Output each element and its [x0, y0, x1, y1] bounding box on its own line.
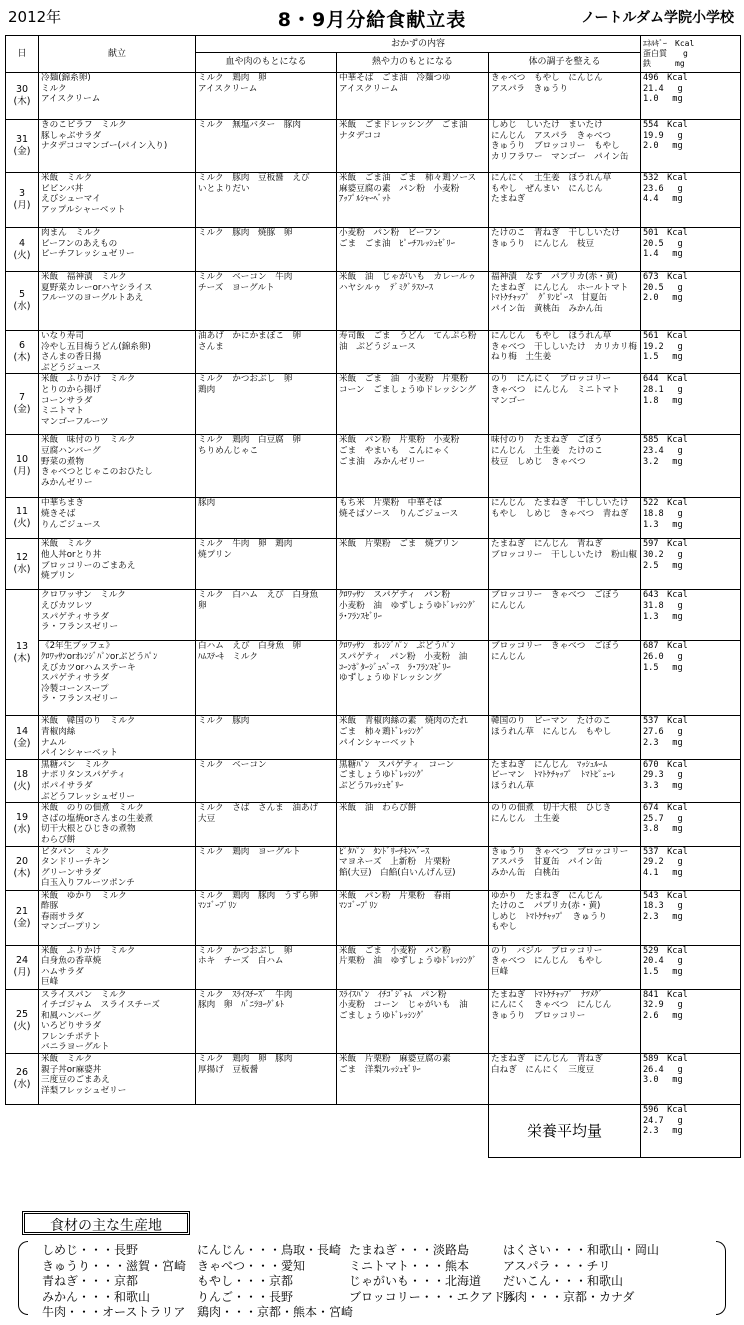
green-cell: ブロッコリー きゃべつ ごぼう にんじん: [489, 590, 641, 641]
table-row: [6, 759, 741, 802]
blank-area: [6, 1105, 489, 1158]
menu-cell: 米飯 ふりかけ ミルク 白身魚の香草焼 ハムサラダ 巨峰: [39, 945, 196, 989]
nutrition-cell: 643 Kcal 31.8 g 1.3 mg: [641, 590, 741, 641]
yellow-cell: 米飯 ごま 油 小麦粉 片栗粉 コーン ごましょうゆドレッシング: [337, 374, 489, 435]
yellow-cell: 小麦粉 パン粉 ビーフン ごま ごま油 ﾋﾟｰﾁﾌﾚｯｼｭｾﾞﾘｰ: [337, 228, 489, 272]
green-cell: 味付のり たまねぎ ごぼう にんじん 土生姜 たけのこ 枝豆 しめじ きゃべつ: [489, 435, 641, 498]
menu-cell: 米飯 ふりかけ ミルク とりのから揚げ コーンサラダ ミニトマト マンゴーフルーツ: [39, 374, 196, 435]
menu-cell: 肉まん ミルク ビーフンのあえもの ピーチフレッシュゼリー: [39, 228, 196, 272]
production-item: ブロッコリー・・・エクアドル: [349, 1289, 517, 1304]
red-cell: ミルク ベーコン: [196, 759, 337, 802]
menu-cell: クロワッサン ミルク えびカツレツ スパゲティサラダ ラ・フランスゼリー: [39, 590, 196, 641]
day-cell: 19 (水): [6, 803, 39, 846]
day-cell: 4 (火): [6, 228, 39, 272]
table-row: [6, 331, 741, 374]
average-row: [6, 1105, 741, 1158]
yellow-cell: 米飯 ごまドレッシング ごま油 ナタデココ: [337, 120, 489, 173]
col-header-red: 血や肉のもとになる: [196, 53, 337, 73]
green-cell: にんじん たまねぎ 干ししいたけ もやし しめじ きゃべつ 青ねぎ: [489, 498, 641, 539]
nutrition-cell: 585 Kcal 23.4 g 3.2 mg: [641, 435, 741, 498]
red-cell: ミルク 豚肉: [196, 716, 337, 759]
menu-cell: 冷麺(錦糸卵) ミルク アイスクリーム: [39, 73, 196, 120]
menu-cell: 中華ちまき 焼きそば りんごジュース: [39, 498, 196, 539]
day-cell: 18 (火): [6, 759, 39, 802]
production-col-4: [503, 1243, 659, 1305]
day-cell: 5 (水): [6, 272, 39, 331]
table-row: [6, 539, 741, 590]
production-item: だいこん・・・和歌山: [503, 1274, 624, 1288]
menu-cell: ピタパン ミルク タンドリーチキン グリーンサラダ 白玉入りフルーツポンチ: [39, 846, 196, 890]
green-cell: 福神漬 なす パプリカ(赤・黄) たまねぎ にんじん ホールトマト ﾄﾏﾄｹﾁｬｯﾌﾟ ｸﾞﾘﾝﾋﾟｰｽ 甘夏缶 パイン缶 黄桃缶 みかん缶: [489, 272, 641, 331]
production-item: にんじん・・・鳥取・長崎: [197, 1243, 342, 1257]
table-row: [6, 228, 741, 272]
yellow-cell: ｸﾛﾜｯｻﾝ スパゲティ パン粉 小麦粉 油 ゆずしょうゆﾄﾞﾚｯｼﾝｸﾞ ﾗ･ﾌﾗﾝｽｾﾞﾘｰ: [337, 590, 489, 641]
red-cell: ミルク ベーコン 牛肉 チーズ ヨーグルト: [196, 272, 337, 331]
menu-cell: 米飯 韓国のり ミルク 青椒肉絲 ナムル パインシャーベット: [39, 716, 196, 759]
green-cell: にんじん もやし ほうれん草 きゃべつ 干ししいたけ カリカリ梅 ねり梅 土生姜: [489, 331, 641, 374]
nutrition-cell: 537 Kcal 27.6 g 2.3 mg: [641, 716, 741, 759]
day-cell: 12 (水): [6, 539, 39, 590]
nutrition-cell: 543 Kcal 18.3 g 2.3 mg: [641, 890, 741, 945]
red-cell: ミルク 鶏肉 豚肉 うずら卵 ﾏﾝｺﾞｰﾌﾟﾘﾝ: [196, 890, 337, 945]
nutrition-cell: 501 Kcal 20.5 g 1.4 mg: [641, 228, 741, 272]
table-row: [6, 989, 741, 1054]
day-cell: 21 (金): [6, 890, 39, 945]
yellow-cell: 米飯 パン粉 片栗粉 春雨 ﾏﾝｺﾞｰﾌﾟﾘﾝ: [337, 890, 489, 945]
yellow-cell: 中華そば ごま油 冷麺つゆ アイスクリーム: [337, 73, 489, 120]
col-header-menu: 献立: [39, 36, 196, 73]
production-col-2: [197, 1243, 353, 1321]
day-cell: 6 (木): [6, 331, 39, 374]
red-cell: 白ハム えび 白身魚 卵 ﾊﾑｽﾃｰｷ ミルク: [196, 641, 337, 716]
nutrition-cell: 561 Kcal 19.2 g 1.5 mg: [641, 331, 741, 374]
nutrition-cell: 496 Kcal 21.4 g 1.0 mg: [641, 73, 741, 120]
red-cell: ミルク 鶏肉 白豆腐 卵 ちりめんじゃこ: [196, 435, 337, 498]
production-item: ミニトマト・・・熊本: [349, 1258, 470, 1273]
nutrition-cell: 644 Kcal 28.1 g 1.8 mg: [641, 374, 741, 435]
red-cell: ミルク かつおぶし 卵 ホキ チーズ 白ハム: [196, 945, 337, 989]
green-cell: きゅうり きゃべつ ブロッコリー アスパラ 甘夏缶 パイン缶 みかん缶 白桃缶: [489, 846, 641, 890]
table-row: [6, 73, 741, 120]
col-header-yellow: 熱や力のもとになる: [337, 53, 489, 73]
production-title: 食材の主な生産地: [22, 1211, 190, 1235]
red-cell: ミルク かつおぶし 卵 鶏肉: [196, 374, 337, 435]
menu-table: [5, 35, 741, 1158]
table-row: [6, 890, 741, 945]
table-row: [6, 272, 741, 331]
page-header: [0, 0, 744, 34]
red-cell: ミルク 豚肉 焼豚 卵: [196, 228, 337, 272]
menu-cell: 米飯 ミルク 親子丼or麻婆丼 三度豆のごまあえ 洋梨フレッシュゼリー: [39, 1054, 196, 1105]
menu-cell: 米飯 のりの佃煮 ミルク さばの塩焼orさんまの生姜煮 切干大根とひじきの煮物 わらび餅: [39, 803, 196, 846]
nutrition-cell: 687 Kcal 26.0 g 1.5 mg: [641, 641, 741, 716]
production-item: 牛肉・・・オーストラリア: [42, 1305, 186, 1319]
green-cell: たまねぎ ﾄﾏﾄｹﾁｬｯﾌﾟ ﾅﾂﾒｸﾞ にんにく きゃべつ にんじん きゅうり ブロッコリー: [489, 989, 641, 1054]
red-cell: ミルク 牛肉 卵 鶏肉 焼プリン: [196, 539, 337, 590]
col-header-okazu: おかずの内容: [196, 36, 641, 53]
menu-cell: 《2年生ブッフェ》 ｸﾛﾜｯｻﾝorｵﾚﾝｼﾞﾊﾟﾝorぶどうﾊﾟﾝ えびカツorハムステーキ スパゲティサラダ 冷製コーンスープ ラ・フランスゼリー: [39, 641, 196, 716]
menu-cell: 米飯 味付のり ミルク 豆腐ハンバーグ 野菜の煮物 きゃべつとじゃこのおひたし みかんゼリー: [39, 435, 196, 498]
day-cell: 10 (月): [6, 435, 39, 498]
yellow-cell: 米飯 片栗粉 麻婆豆腐の素 ごま 洋梨ﾌﾚｯｼｭｾﾞﾘｰ: [337, 1054, 489, 1105]
production-item: 青ねぎ・・・京都: [42, 1274, 139, 1288]
green-cell: しめじ しいたけ まいたけ にんじん アスパラ きゃべつ きゅうり ブロッコリー もやし カリフラワー マンゴー パイン缶: [489, 120, 641, 173]
nutrition-cell: 529 Kcal 20.4 g 1.5 mg: [641, 945, 741, 989]
green-cell: たまねぎ にんじん 青ねぎ ブロッコリー 干ししいたけ 粉山椒: [489, 539, 641, 590]
green-cell: たまねぎ にんじん ﾏｯｼｭﾙｰﾑ ピーマン ﾄﾏﾄｹﾁｬｯﾌﾟ ﾄﾏﾄﾋﾟｭｰﾚ ほうれん草: [489, 759, 641, 802]
menu-cell: きのこピラフ ミルク 豚しゃぶサラダ ナタデココマンゴー(パイン入り): [39, 120, 196, 173]
red-cell: ミルク 鶏肉 ヨーグルト: [196, 846, 337, 890]
production-item: しめじ・・・長野: [42, 1243, 139, 1257]
menu-cell: 米飯 ミルク ビビンバ丼 えびシューマイ アップルシャーベット: [39, 173, 196, 228]
red-cell: ミルク 鶏肉 卵 豚肉 厚揚げ 豆板醤: [196, 1054, 337, 1105]
red-cell: 油あげ かにかまぼこ 卵 さんま: [196, 331, 337, 374]
yellow-cell: 米飯 パン粉 片栗粉 小麦粉 ごま やまいも こんにゃく ごま油 みかんゼリー: [337, 435, 489, 498]
red-cell: 豚肉: [196, 498, 337, 539]
nutrition-cell: 537 Kcal 29.2 g 4.1 mg: [641, 846, 741, 890]
col-header-nutrition: ｴﾈﾙｷﾞｰ Kcal 蛋白質 g 鉄 mg: [641, 36, 741, 73]
nutrition-cell: 597 Kcal 30.2 g 2.5 mg: [641, 539, 741, 590]
day-cell: 26 (水): [6, 1054, 39, 1105]
red-cell: ミルク さば さんま 油あげ 大豆: [196, 803, 337, 846]
production-col-1: [42, 1243, 186, 1321]
day-cell: 24 (月): [6, 945, 39, 989]
menu-cell: スライスパン ミルク イチゴジャム スライスチーズ 和風ハンバーグ いろどりサラダ フレンチポテト バニラヨーグルト: [39, 989, 196, 1054]
day-cell: 14 (金): [6, 716, 39, 759]
table-row: [6, 846, 741, 890]
yellow-cell: 米飯 青椒肉絲の素 焼肉のたれ ごま 柿々鶏ﾄﾞﾚｯｼﾝｸﾞ パインシャーベット: [337, 716, 489, 759]
yellow-cell: 寿司飯 ごま うどん てんぷら粉 油 ぶどうジュース: [337, 331, 489, 374]
production-item: もやし・・・京都: [197, 1274, 294, 1288]
day-cell: 11 (火): [6, 498, 39, 539]
day-cell: 30 (木): [6, 73, 39, 120]
red-cell: ミルク 鶏肉 卵 アイスクリーム: [196, 73, 337, 120]
yellow-cell: 米飯 油 じゃがいも カレールゥ ハヤシルゥ ﾃﾞﾐｸﾞﾗｽｿｰｽ: [337, 272, 489, 331]
page-title: 8・9月分給食献立表: [277, 9, 467, 31]
menu-cell: 米飯 ミルク 他人丼orとり丼 ブロッコリーのごまあえ 焼プリン: [39, 539, 196, 590]
day-cell: 7 (金): [6, 374, 39, 435]
table-row: [6, 374, 741, 435]
nutrition-cell: 674 Kcal 25.7 g 3.8 mg: [641, 803, 741, 846]
nutrition-cell: 554 Kcal 19.9 g 2.0 mg: [641, 120, 741, 173]
green-cell: 韓国のり ピーマン たけのこ ほうれん草 にんじん もやし: [489, 716, 641, 759]
yellow-cell: ｸﾛﾜｯｻﾝ ｵﾚﾝｼﾞﾊﾟﾝ ぶどうﾊﾟﾝ スパゲティ パン粉 小麦粉 油 ｺｰﾝﾎﾟﾀｰｼﾞｭﾍﾞｰｽ ﾗ･ﾌﾗﾝｽｾﾞﾘｰ ゆずしょうゆドレッシング: [337, 641, 489, 716]
table-row: [6, 173, 741, 228]
red-cell: ミルク 豚肉 豆板醤 えび いとよりだい: [196, 173, 337, 228]
day-cell: 3 (月): [6, 173, 39, 228]
production-item: りんご・・・長野: [197, 1289, 294, 1304]
table-row: [6, 803, 741, 846]
day-cell: 20 (木): [6, 846, 39, 890]
green-cell: ブロッコリー きゃべつ ごぼう にんじん: [489, 641, 641, 716]
nutrition-cell: 522 Kcal 18.8 g 1.3 mg: [641, 498, 741, 539]
col-header-green: 体の調子を整える: [489, 53, 641, 73]
average-nutrition: 596 Kcal 24.7 g 2.3 mg: [641, 1105, 741, 1158]
table-row: [6, 716, 741, 759]
red-cell: ミルク ｽﾗｲｽﾁｰｽﾞ 牛肉 豚肉 卵 ﾊﾞﾆﾗﾖｰｸﾞﾙﾄ: [196, 989, 337, 1054]
yellow-cell: 米飯 片栗粉 ごま 焼プリン: [337, 539, 489, 590]
production-item: アスパラ・・・チリ: [503, 1258, 611, 1273]
year-label: 2012年: [8, 8, 62, 26]
production-item: みかん・・・和歌山: [42, 1289, 151, 1304]
nutrition-cell: 841 Kcal 32.9 g 2.6 mg: [641, 989, 741, 1054]
production-item: きゃべつ・・・愛知: [197, 1258, 306, 1273]
production-col-3: [349, 1243, 517, 1305]
yellow-cell: 黒糖ﾊﾟﾝ スパゲティ コーン ごましょうゆﾄﾞﾚｯｼﾝｸﾞ ぶどうﾌﾚｯｼｭｾﾞﾘｰ: [337, 759, 489, 802]
green-cell: たけのこ 青ねぎ 干ししいたけ きゅうり にんじん 枝豆: [489, 228, 641, 272]
nutrition-cell: 670 Kcal 29.3 g 3.3 mg: [641, 759, 741, 802]
yellow-cell: 米飯 油 わらび餅: [337, 803, 489, 846]
production-item: はくさい・・・和歌山・岡山: [503, 1243, 660, 1257]
green-cell: にんにく 土生姜 ほうれん草 もやし ぜんまい にんじん たまねぎ: [489, 173, 641, 228]
menu-cell: いなり寿司 冷やし五目梅うどん(錦糸卵) さんまの香日揚 ぶどうジュース: [39, 331, 196, 374]
table-row: [6, 590, 741, 641]
table-row: [6, 641, 741, 716]
day-cell: 31 (金): [6, 120, 39, 173]
nutrition-cell: 589 Kcal 26.4 g 3.0 mg: [641, 1054, 741, 1105]
table-row: [6, 498, 741, 539]
menu-cell: 米飯 福神漬 ミルク 夏野菜カレーorハヤシライス フルーツのヨーグルトあえ: [39, 272, 196, 331]
green-cell: きゃべつ もやし にんじん アスパラ きゅうり: [489, 73, 641, 120]
day-cell: 13 (木): [6, 590, 39, 716]
production-item: たまねぎ・・・淡路島: [349, 1243, 470, 1257]
red-cell: ミルク 無塩バター 豚肉: [196, 120, 337, 173]
production-item: きゅうり・・・滋賀・宮崎: [42, 1258, 187, 1273]
production-item: じゃがいも・・・北海道: [349, 1274, 482, 1288]
bracket-left: [18, 1241, 28, 1315]
bracket-right: [716, 1241, 726, 1315]
yellow-cell: ﾋﾟﾀﾊﾟﾝ ﾀﾝﾄﾞﾘｰﾁｷﾝﾍﾞｰｽ マヨネーズ 上新粉 片栗粉 餡(大豆) 白餡(白いんげん豆): [337, 846, 489, 890]
school-name: ノートルダム学院小学校: [580, 10, 734, 26]
green-cell: のり バジル ブロッコリー きゃべつ にんじん もやし 巨峰: [489, 945, 641, 989]
menu-cell: 米飯 ゆかり ミルク 酢豚 春雨サラダ マンゴープリン: [39, 890, 196, 945]
production-item: 豚肉・・・京都・カナダ: [503, 1289, 635, 1304]
green-cell: のり にんにく ブロッコリー きゃべつ にんじん ミニトマト マンゴー: [489, 374, 641, 435]
yellow-cell: 米飯 ごま 小麦粉 パン粉 片栗粉 油 ゆずしょうゆﾄﾞﾚｯｼﾝｸﾞ: [337, 945, 489, 989]
col-header-day: 日: [6, 36, 39, 73]
table-row: [6, 945, 741, 989]
green-cell: ゆかり たまねぎ にんじん たけのこ パプリカ(赤・黄) しめじ ﾄﾏﾄｹﾁｬｯﾌﾟ きゅうり もやし: [489, 890, 641, 945]
menu-cell: 黒糖パン ミルク ナポリタンスパゲティ ポパイサラダ ぶどうフレッシュゼリー: [39, 759, 196, 802]
table-row: [6, 120, 741, 173]
green-cell: たまねぎ にんじん 青ねぎ 白ねぎ にんにく 三度豆: [489, 1054, 641, 1105]
yellow-cell: ｽﾗｲｽﾊﾟﾝ ｲﾁｺﾞｼﾞｬﾑ パン粉 小麦粉 コーン じゃがいも 油 ごましょうゆﾄﾞﾚｯｼﾝｸﾞ: [337, 989, 489, 1054]
yellow-cell: 米飯 ごま油 ごま 柿々鶏ソース 麻婆豆腐の素 パン粉 小麦粉 ｱｯﾌﾟﾙｼｬｰﾍﾞｯﾄ: [337, 173, 489, 228]
table-row: [6, 435, 741, 498]
red-cell: ミルク 白ハム えび 白身魚 卵: [196, 590, 337, 641]
yellow-cell: もち米 片栗粉 中華そば 焼そばソース りんごジュース: [337, 498, 489, 539]
day-cell: 25 (火): [6, 989, 39, 1054]
nutrition-cell: 673 Kcal 20.5 g 2.0 mg: [641, 272, 741, 331]
green-cell: のりの佃煮 切干大根 ひじき にんじん 土生姜: [489, 803, 641, 846]
nutrition-cell: 532 Kcal 23.6 g 4.4 mg: [641, 173, 741, 228]
production-item: 鶏肉・・・京都・熊本・宮崎: [197, 1305, 354, 1319]
table-row: [6, 1054, 741, 1105]
average-label: 栄養平均量: [489, 1105, 641, 1158]
